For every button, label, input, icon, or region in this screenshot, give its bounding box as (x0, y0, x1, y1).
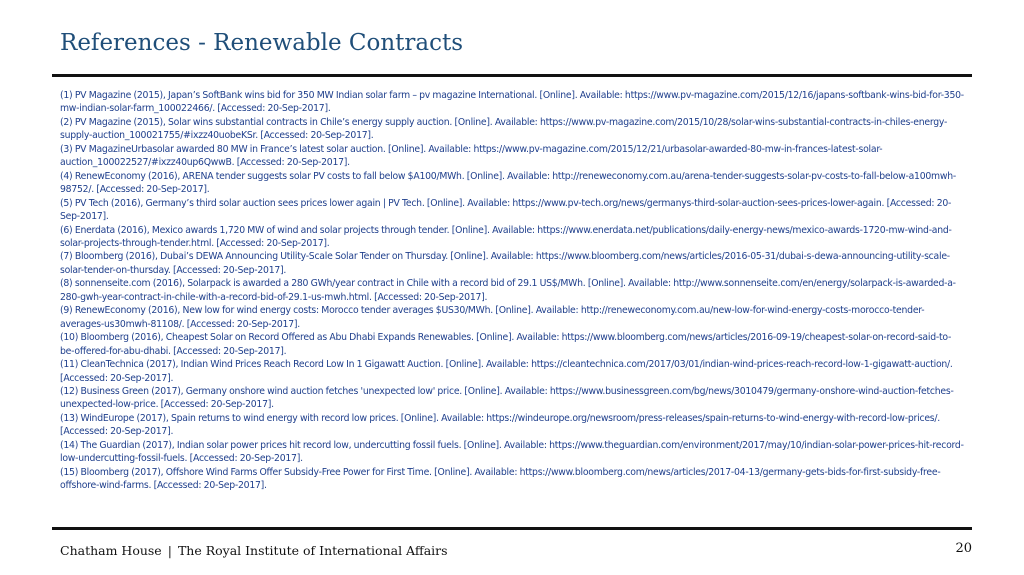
reference-item: (15) Bloomberg (2017), Offshore Wind Farms Offer Subsidy-Free Power for First Time. [Online]. Available: https://www.bloomberg.com/news/articles/2017-04-13/germany-gets-bids-for-first-subsidy-free-offshore-wind-farms. [Accessed: 20-Sep-2017]. (60, 466, 941, 492)
footer-divider (52, 527, 972, 530)
reference-item: (10) Bloomberg (2016), Cheapest Solar on Record Offered as Abu Dhabi Expands Renewables. [Online]. Available: https://www.bloomberg.com/news/articles/2016-09-19/cheapest-solar-on-record-said-to-be-offered-for-abu-dhabi. [Accessed: 20-Sep-2017]. (60, 332, 952, 357)
reference-item: (9) RenewEconomy (2016), New low for wind energy costs: Morocco tender averages $US30/MWh. [Online]. Available: http://reneweconomy.com.au/new-low-for-wind-energy-costs-morocco-tender-averages-us30mwh-81108/. [Accessed: 20-Sep-2017]. (60, 305, 925, 330)
reference-item: (12) Business Green (2017), Germany onshore wind auction fetches 'unexpected low' price. [Online]. Available: https://www.businessgreen.com/bg/news/3010479/germany-onshore-wind-auction-fetches-unexpected-low-price. [Accessed: 20-Sep-2017]. (60, 385, 954, 411)
slide-title: References - Renewable Contracts (60, 30, 464, 56)
reference-item: (6) Enerdata (2016), Mexico awards 1,720 MW of wind and solar projects through tender. [Online]. Available: https://www.enerdata.net/publications/daily-energy-news/mexico-awards-1720-mw-wind-and-solar-projects-through-tender.html. [Accessed: 20-Sep-2017]. (60, 224, 952, 249)
reference-list (60, 89, 965, 493)
footer-organization: Chatham House (60, 543, 162, 558)
page-number: 20 (955, 541, 972, 556)
footer-branding (60, 543, 448, 558)
reference-item: (7) Bloomberg (2016), Dubai’s DEWA Announcing Utility-Scale Solar Tender on Thursday. [Online]. Available: https://www.bloomberg.com/news/articles/2016-05-31/dubai-s-dewa-announcing-utility-scale-solar-tender-on-thursday. [Accessed: 20-Sep-2017]. (60, 251, 950, 276)
reference-item: (14) The Guardian (2017), Indian solar power prices hit record low, undercutting fossil fuels. [Online]. Available: https://www.theguardian.com/environment/2017/may/10/indian-solar-power-prices-hit-record-low-undercutting-fossil-fuels. [Accessed: 20-Sep-2017]. (60, 439, 964, 465)
reference-item: (8) sonnenseite.com (2016), Solarpack is awarded a 280 GWh/year contract in Chile with a record bid of 29.1 US$/MWh. [Online]. Available: http://www.sonnenseite.com/en/energy/solarpack-is-awarded-a-280-gwh-year-contract-in-chile-with-a-record-bid-of-29.1-us-mwh.html. [Accessed: 20-Sep-2017]. (60, 278, 956, 303)
reference-item: (11) CleanTechnica (2017), Indian Wind Prices Reach Record Low In 1 Gigawatt Auction. [Online]. Available: https://cleantechnica.com/2017/03/01/indian-wind-prices-reach-record-low-1-gigawatt-auction/. [Accessed: 20-Sep-2017]. (60, 359, 953, 384)
reference-item: (3) PV MagazineUrbasolar awarded 80 MW in France’s latest solar auction. [Online]. Available: https://www.pv-magazine.com/2015/12/21/urbasolar-awarded-80-mw-in-frances-latest-solar-auction_100022527/#ixzz40up6QwwB. [Accessed: 20-Sep-2017]. (60, 143, 883, 169)
footer-separator: | (167, 543, 172, 558)
reference-item: (4) RenewEconomy (2016), ARENA tender suggests solar PV costs to fall below $A100/MWh. [Online]. Available: http://reneweconomy.com.au/arena-tender-suggests-solar-pv-costs-to-fall-below-a100mwh-98752/. [Accessed: 20-Sep-2017]. (60, 170, 956, 196)
reference-item: (1) PV Magazine (2015), Japan’s SoftBank wins bid for 350 MW Indian solar farm – pv magazine International. [Online]. Available: https://www.pv-magazine.com/2015/12/16/japans-softbank-wins-bid-for-350-mw-indian-solar-farm_100022466/. [Accessed: 20-Sep-2017]. (60, 90, 964, 115)
title-divider (52, 74, 972, 77)
reference-item: (5) PV Tech (2016), Germany’s third solar auction sees prices lower again | PV Tech. [Online]. Available: https://www.pv-tech.org/news/germanys-third-solar-auction-sees-prices-lower-again. [Accessed: 20-Sep-2017]. (60, 197, 952, 223)
reference-item: (13) WindEurope (2017), Spain returns to wind energy with record low prices. [Online]. Available: https://windeurope.org/newsroom/press-releases/spain-returns-to-wind-energy-with-record-low-prices/. [Accessed: 20-Sep-2017]. (60, 412, 940, 438)
reference-item: (2) PV Magazine (2015), Solar wins substantial contracts in Chile’s energy supply auction. [Online]. Available: https://www.pv-magazine.com/2015/10/28/solar-wins-substantial-contracts-in-chiles-energy-supply-auction_100021755/#ixzz40uobeKSr. [Accessed: 20-Sep-2017]. (60, 116, 948, 142)
footer-subtitle: The Royal Institute of International Affairs (177, 543, 448, 558)
